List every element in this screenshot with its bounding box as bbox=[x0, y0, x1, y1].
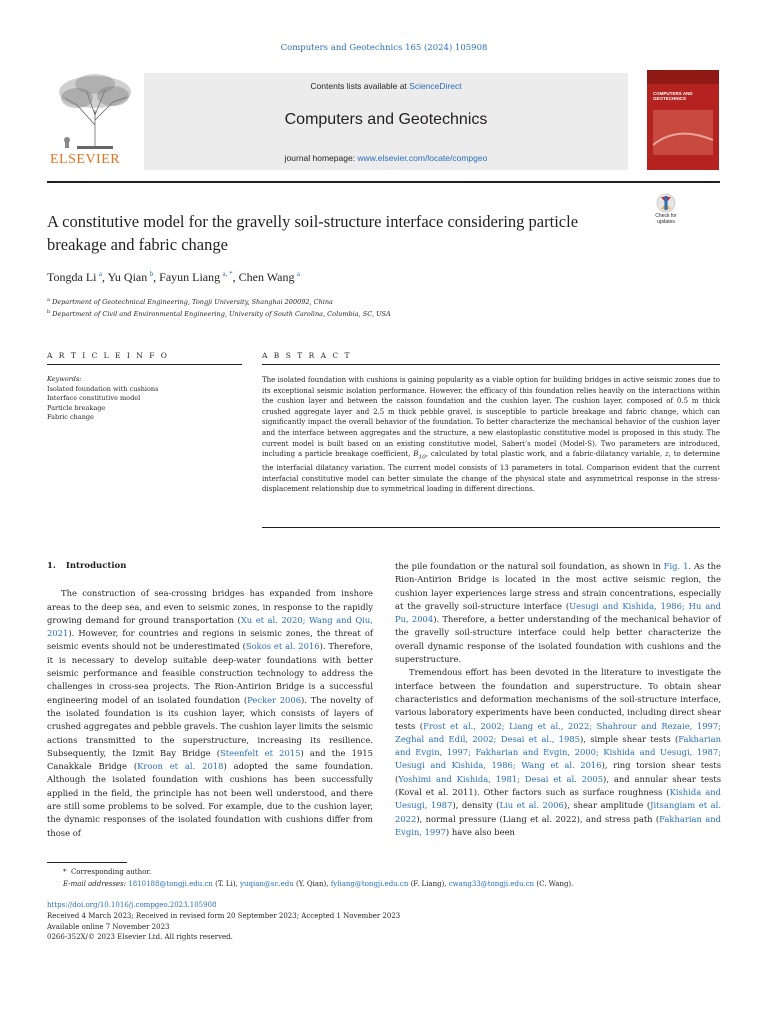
keyword: Isolated foundation with cushions bbox=[47, 384, 159, 393]
section-heading: 1. Introduction bbox=[47, 561, 127, 571]
email-link[interactable]: fyliang@tongji.edu.cn bbox=[330, 880, 409, 888]
body-text: Tremendous effort has been devoted in the literature to investigate the interface between the foundation and superstructure. To obtain shear characteristics and deformation mechanisms of the soil-structure interface, various laboratory experiments have been conducted, including direct shear tests ( bbox=[395, 667, 721, 731]
keywords-label: Keywords: bbox=[47, 375, 82, 383]
check-for-updates-badge[interactable] bbox=[646, 193, 686, 233]
citation-link[interactable]: Kroon et al. 2018 bbox=[137, 761, 224, 772]
body-column-right bbox=[395, 560, 721, 839]
cover-title: COMPUTERS AND GEOTECHNICS bbox=[653, 91, 693, 101]
citation-link[interactable]: Jitsangiam et al. 2022 bbox=[395, 800, 722, 824]
body-text: ) adopted the same foundation. Although the isolated foundation with cushions has been successfully applied in the field, the principle has not been well understood, and there are still some problems to be solved. For example, due to the cushion layer, the dynamic responses of the isolated foundation with cushions differ from those of bbox=[47, 761, 373, 838]
footnote-rule bbox=[47, 862, 127, 863]
header-rule bbox=[47, 181, 720, 183]
email-owner: (T. Li), bbox=[212, 880, 241, 888]
sciencedirect-link[interactable]: ScienceDirect bbox=[409, 81, 462, 91]
body-paragraph bbox=[47, 587, 373, 840]
citation-link[interactable]: Sokos et al. 2016 bbox=[245, 641, 320, 652]
body-text: The construction of sea-crossing bridges has expanded from inshore areas to the deep sea, and even to seismic zones, in response to the rapidly growing demand for ground transportation ( bbox=[47, 588, 373, 625]
body-text: ), ring torsion shear tests ( bbox=[395, 760, 721, 784]
email-link[interactable]: cwang33@tongji.edu.cn bbox=[448, 880, 535, 888]
email-link[interactable]: 1810188@tongji.edu.cn bbox=[128, 880, 213, 888]
body-text: ) have also been bbox=[445, 826, 515, 837]
journal-cover-image[interactable] bbox=[647, 70, 719, 170]
keywords-block bbox=[47, 375, 242, 423]
body-text: the pile foundation or the natural soil foundation, as shown in bbox=[395, 561, 664, 571]
journal-banner bbox=[144, 73, 628, 170]
author-affil-sup[interactable]: a bbox=[98, 270, 102, 278]
journal-citation[interactable]: Computers and Geotechnics 165 (2024) 105908 bbox=[280, 43, 488, 53]
author-name[interactable]: Tongda Li bbox=[47, 270, 97, 284]
left-paragraphs bbox=[47, 587, 373, 840]
abstract-text: The isolated foundation with cushions is gaining popularity as a viable option for building bridges in active seismic zones due to its exceptional seismic isolation performance. However, the efficacy of this foundation relies heavily on the interactions within the cushion layer and between the caisson foundation and the cushion layer. The cushion layer, composed of 0.5 m thick crushed aggregate layer and 2.5 m thick pebble gravel, is susceptible to particle breakage and fabric change, which can significantly impact the overall behavior of the foundation. To better characterize the mechanical behavior of the cushion layer and the interface between aggregates and the structure, a new elastoplastic constitutive model is proposed in this study. The current model is built based on an existing constitutive model, Saberi’s model (Model-S). Two parameters are introduced, including a particle breakage coefficient, $B_{10}$, calculated by total plastic work, and a fabric-dilatancy variable, z, to determine the interfacial dilatancy variation. The current model consists of 13 parameters in total. Comparison evident that the current interfacial constitutive model can better simulate the change of the physical state and asymmetrical response in the stress-displacement relationship due to symmetrical loading in different directions. bbox=[262, 376, 720, 494]
body-text: ), and annular shear tests (Koval et al. 2011). Other factors such as surface roughness ( bbox=[395, 773, 721, 798]
article-info-rule bbox=[47, 364, 242, 365]
author-name[interactable]: Yu Qian bbox=[107, 270, 148, 284]
body-text: ) and the 1915 Canakkale Bridge ( bbox=[47, 747, 373, 772]
footnotes bbox=[47, 866, 720, 890]
elsevier-logo[interactable] bbox=[47, 70, 143, 170]
email-owner: (Y. Qian), bbox=[293, 880, 331, 888]
body-text: . As the Rion-Antirion Bridge is located in the most active seismic region, the cushion layer experiences large stress and strain concentrations, especially at the gravelly soil-structure interface ( bbox=[395, 561, 721, 611]
citation-link[interactable]: Xu et al. 2020; Wang and Qiu, 2021 bbox=[47, 614, 373, 639]
available-date: Available online 7 November 2023 bbox=[47, 922, 170, 931]
author-affil-sup[interactable]: b bbox=[149, 270, 154, 278]
journal-header bbox=[47, 70, 720, 170]
cover-artwork bbox=[647, 70, 719, 170]
homepage-line bbox=[144, 153, 628, 163]
author-list: Tongda Li $^a$, Yu Qian $^b$, Fayun Liang $^{a, *}$, Chen Wang $^a$ bbox=[47, 270, 300, 284]
right-paragraphs bbox=[395, 560, 721, 839]
citation-link[interactable]: Frost et al., 2002; Liang et al., 2022; Shahrour and Rezaie, 1997; Zeghal and Edil, 2002; Desai et al., 1985 bbox=[395, 720, 721, 744]
publisher-name: ELSEVIER bbox=[50, 152, 121, 167]
citation-link[interactable]: Yoshimi and Kishida, 1981; Desai et al. 2005 bbox=[398, 773, 604, 784]
body-paragraph bbox=[395, 666, 721, 839]
affiliation: $^b$ Department of Civil and Environmental Engineering, University of South Carolina, Columbia, SC, USA bbox=[47, 309, 391, 319]
body-text: ), shear amplitude ( bbox=[563, 800, 651, 811]
citation-link[interactable]: Pecker 2006 bbox=[247, 694, 302, 705]
email-link[interactable]: yuqian@sc.edu bbox=[240, 880, 294, 888]
homepage-prefix: journal homepage: bbox=[284, 153, 358, 163]
body-column-left bbox=[47, 560, 373, 840]
abstract-label: A B S T R A C T bbox=[262, 351, 352, 360]
publication-info bbox=[47, 900, 720, 943]
citation-link[interactable]: Steenfelt et 2015 bbox=[220, 747, 301, 758]
journal-title[interactable]: Computers and Geotechnics bbox=[284, 111, 488, 128]
keyword: Interface constitutive model bbox=[47, 394, 141, 402]
abstract-bottom-rule bbox=[262, 527, 720, 528]
abstract-rule bbox=[262, 364, 720, 365]
contents-line bbox=[144, 81, 628, 91]
crossmark-icon bbox=[646, 193, 686, 215]
author-name[interactable]: Chen Wang bbox=[238, 270, 295, 284]
body-paragraph bbox=[395, 560, 721, 666]
body-text: ). Therefore, it is necessary to develop suitable deep-water foundations with better seismic performance and feasible construction technology to address the challenges in cross-sea projects. The Rion-Antirion Bridge is a successful engineering model of an isolated foundation ( bbox=[47, 641, 373, 705]
body-text: ), simple shear tests ( bbox=[579, 733, 679, 744]
corresponding-author-note: * Corresponding author. bbox=[63, 868, 152, 876]
author-affil-sup[interactable]: a bbox=[296, 270, 300, 278]
author-name[interactable]: Fayun Liang bbox=[159, 270, 221, 284]
received-dates: Received 4 March 2023; Received in revised form 20 September 2023; Accepted 1 November 2023 bbox=[47, 911, 401, 920]
citation-link[interactable]: Fakharian and Evgin, 1997; Fakharian and Evgin, 2000; Kishida and Uesugi, 1987; Uesugi and Kishida, 1986; Wang et al. 2016 bbox=[395, 733, 721, 771]
homepage-link[interactable]: www.elsevier.com/locate/compgeo bbox=[357, 153, 488, 163]
body-text: ). Therefore, a better understanding of the mechanical behavior of the gravelly soil-structure interface could help better characterize the overall dynamic response of the isolated foundation with cushions and the superstructure. bbox=[395, 614, 722, 665]
body-text: ), normal pressure (Liang et al. 2022), and stress path ( bbox=[416, 813, 660, 824]
keyword: Particle breakage bbox=[47, 403, 106, 412]
contents-prefix: Contents lists available at bbox=[310, 81, 410, 91]
keyword: Fabric change bbox=[47, 413, 94, 421]
email-owner: (F. Liang), bbox=[408, 880, 449, 888]
citation-link[interactable]: Uesugi and Kishida, 1986; Hu and Pu, 2004 bbox=[395, 600, 721, 625]
body-text: ). The novelty of the isolated foundation is its cushion layer, which consists of layers of crushed aggregates and pebble gravels. The cushion layer limits the seismic actions transmitted to the superstructure, increasing its resilience. Subsequently, the Izmit Bay Bridge ( bbox=[47, 694, 373, 758]
check-for-updates-label: Check for updates bbox=[655, 213, 677, 225]
article-title: A constitutive model for the gravelly soil-structure interface considering particle breakage and fabric change bbox=[47, 212, 579, 254]
email-owner: (C. Wang). bbox=[534, 880, 574, 888]
body-text: ). However, for countries and regions in seismic zones, the threat of seismic events should not be underestimated ( bbox=[47, 628, 373, 652]
doi-link[interactable]: https://doi.org/10.1016/j.compgeo.2023.105908 bbox=[47, 901, 217, 909]
copyright: 0266-352X/© 2023 Elsevier Ltd. All rights reserved. bbox=[47, 933, 233, 942]
body-text: ), density ( bbox=[452, 800, 500, 811]
citation-link[interactable]: Kishida and Uesugi, 1987 bbox=[395, 787, 721, 811]
author-affil-sup[interactable]: a, * bbox=[222, 270, 233, 278]
affiliation: $^a$ Department of Geotechnical Engineering, Tongji University, Shanghai 200092, China bbox=[47, 297, 333, 307]
citation-link[interactable]: Liu et al. 2006 bbox=[499, 800, 564, 811]
email-addresses: E-mail addresses: 1810188@tongji.edu.cn (T. Li), yuqian@sc.edu (Y. Qian), fyliang@tongji.edu.cn (F. Liang), cwang33@tongji.edu.cn (C. Wang). bbox=[63, 880, 574, 888]
citation-link[interactable]: Fakharian and Evgin, 1997 bbox=[395, 813, 721, 837]
elsevier-tree-icon bbox=[47, 70, 143, 152]
article-info-label: A R T I C L E I N F O bbox=[47, 351, 169, 360]
citation-link[interactable]: Fig. 1 bbox=[663, 561, 689, 571]
